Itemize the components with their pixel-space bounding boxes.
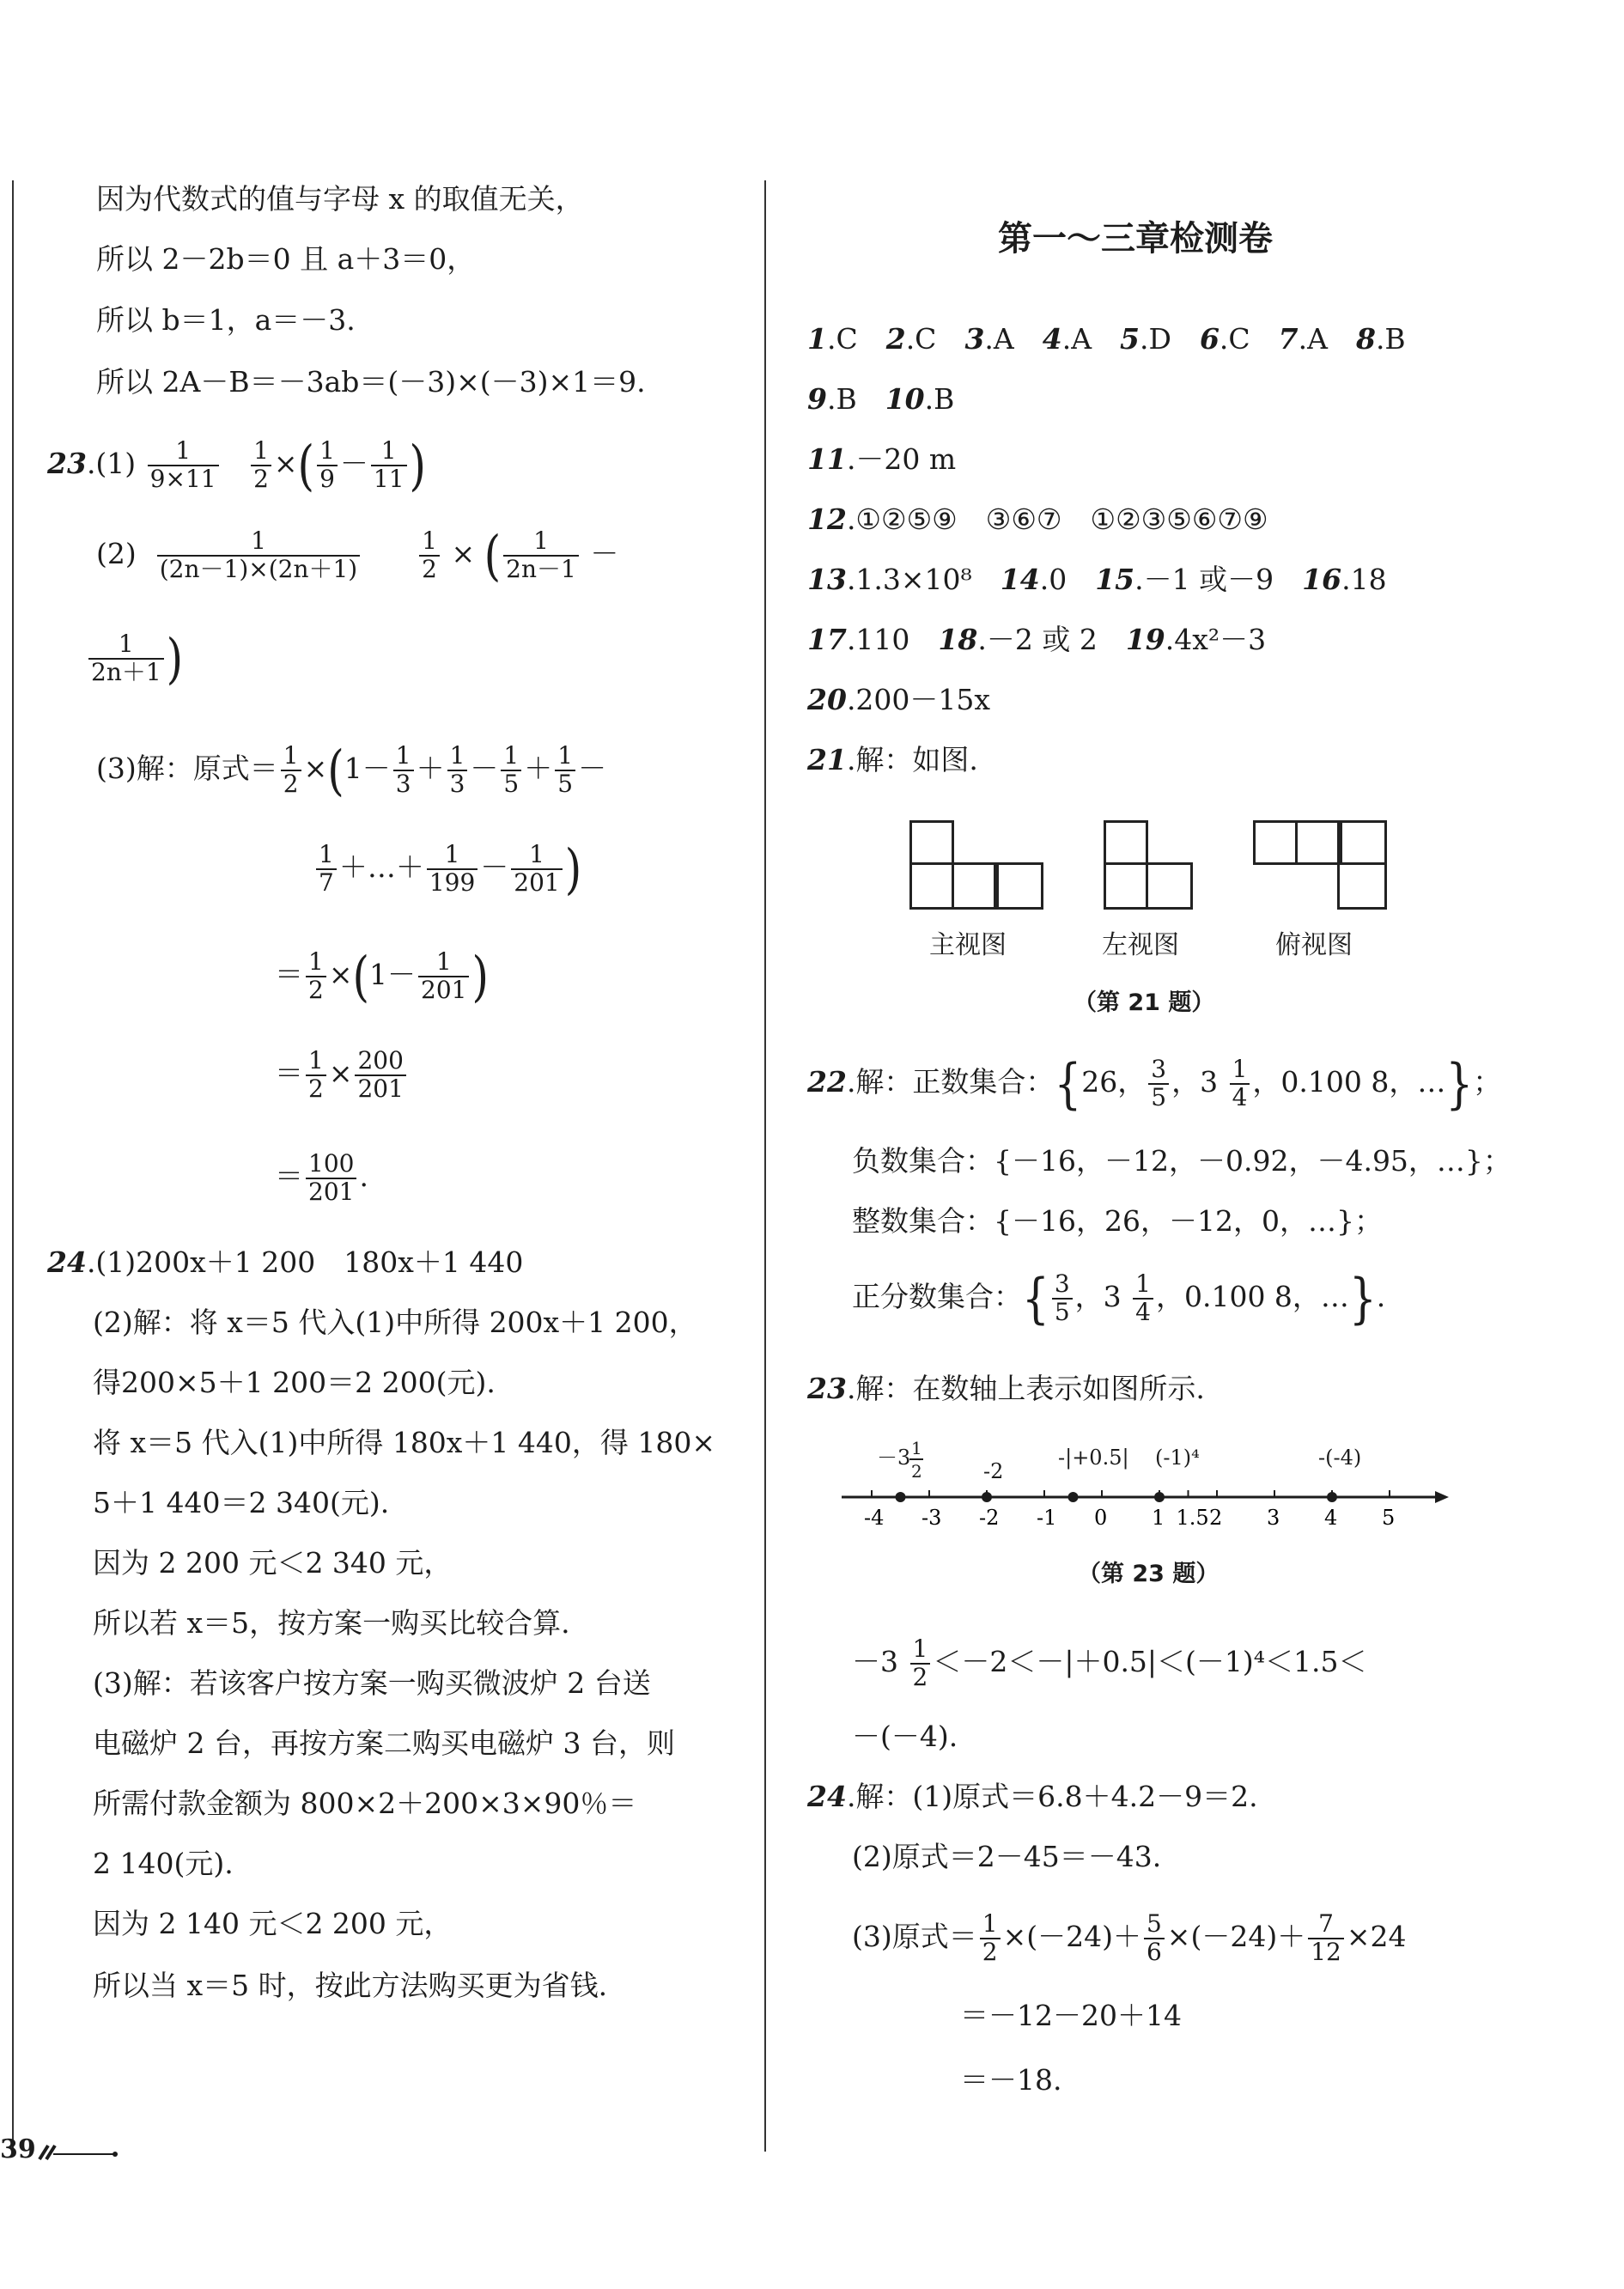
number-line-point <box>1327 1492 1337 1502</box>
fraction: $\frac{1}{2}$ <box>281 743 301 798</box>
tick-label: -2 <box>979 1506 1000 1530</box>
fraction: $\frac{200}{201}$ <box>355 1048 405 1103</box>
q23-part1: 23.(1) $\frac{1}{9\times 11}$ $\frac{1}{2}$ ×( $\frac{1}{9}$ － $\frac{1}{11}$ ) <box>47 434 427 497</box>
answer-number: 4 <box>1042 322 1062 356</box>
footer-ornament-icon <box>36 2140 122 2161</box>
fraction: $\frac{100}{201}$ <box>306 1151 356 1206</box>
q24-line5: 5＋1 440＝2 340(元). <box>93 1486 390 1519</box>
label-abs: -|+0.5| <box>1058 1446 1129 1470</box>
tick-label: 5 <box>1382 1506 1396 1530</box>
fraction: $\frac{1}{2}$ <box>251 438 271 493</box>
answer-number: 14 <box>1000 563 1040 596</box>
answer-text: .C <box>905 322 937 356</box>
q22-line1: 22.解：正数集合：{26， $\frac{3}{5}$ ，3 $\frac{1}{4}$ ，0.100 8，…}； <box>807 1052 1502 1116</box>
label-power: (-1)⁴ <box>1155 1446 1200 1470</box>
q24-line8: (3)解：若该客户按方案一购买微波炉 2 台送 <box>93 1666 651 1700</box>
q23r-line2: －3 $\frac{1}{2}$ ＜－2＜－|＋0.5|＜(－1)⁴＜1.5＜ <box>852 1635 1367 1691</box>
fraction: $\frac{1}{9}$ <box>317 438 338 493</box>
q24-line2: (2)解：将 x＝5 代入(1)中所得 200x＋1 200， <box>93 1306 697 1339</box>
answers-row-3 <box>807 442 957 476</box>
q24-line11: 2 140(元). <box>93 1847 234 1880</box>
number-line-point <box>982 1492 992 1502</box>
q24-line13: 所以当 x＝5 时，按此方法购买更为省钱. <box>93 1969 608 2002</box>
fraction: $\frac{5}{6}$ <box>1144 1911 1165 1966</box>
tick-label: 1.5 <box>1176 1506 1209 1530</box>
q24-line10: 所需付款金额为 800×2＋200×3×90％＝ <box>93 1787 637 1820</box>
svg-text:2: 2 <box>911 1461 922 1482</box>
answer-number: 13 <box>807 563 847 596</box>
answer-text: .A <box>1061 322 1092 356</box>
answer-number: 8 <box>1355 322 1376 356</box>
q24r-line3: (3)原式＝ $\frac{1}{2}$ ×(－24)＋ $\frac{5}{6}$ ×(－24)＋ $\frac{7}{12}$ ×24 <box>852 1909 1407 1966</box>
q24-line3: 得200×5＋1 200＝2 200(元). <box>93 1366 496 1399</box>
q24-line6: 因为 2 200 元＜2 340 元， <box>93 1546 453 1580</box>
answer-text: .200－15x <box>846 683 991 716</box>
answers-row-8 <box>807 743 978 776</box>
figure-21-caption: （第 21 题） <box>1074 989 1215 1016</box>
tick-label: 4 <box>1324 1506 1338 1530</box>
answer-text: .－20 m <box>846 442 957 476</box>
answer-number: 18 <box>938 623 978 656</box>
fraction: $\frac{1}{201}$ <box>418 949 469 1004</box>
q22-line2: 负数集合：{－16，－12，－0.92，－4.95，…}； <box>852 1144 1511 1178</box>
fraction: $\frac{3}{5}$ <box>1052 1271 1073 1326</box>
q23-part3-line2: $\frac{1}{7}$ ＋…＋ $\frac{1}{199}$ － $\frac{1}{201}$ ) <box>313 842 581 897</box>
question-number: 23 <box>807 1372 847 1405</box>
svg-text:1: 1 <box>911 1438 922 1458</box>
answers-row-2 <box>807 382 955 416</box>
fraction: $\frac{1}{7}$ <box>316 842 337 897</box>
number-line-point <box>896 1492 906 1502</box>
answer-number: 9 <box>807 382 827 416</box>
fraction: $\frac{1}{5}$ <box>501 743 521 798</box>
q22-line3: 整数集合：{－16，26，－12，0，…}； <box>852 1204 1383 1238</box>
answer-number: 6 <box>1199 322 1220 356</box>
fraction: $\frac{1}{11}$ <box>371 438 407 493</box>
answers-row-7 <box>807 685 990 714</box>
answer-text: .A <box>984 322 1014 356</box>
number-line-point <box>1068 1492 1079 1502</box>
answer-number: 1 <box>807 322 827 356</box>
q22-line4: 正分数集合：{ $\frac{3}{5}$ ，3 $\frac{1}{4}$ ，0.100 8，…}. <box>852 1267 1386 1330</box>
front-view <box>909 820 1043 910</box>
answers-row-5 <box>807 565 1387 594</box>
left-margin-rule <box>12 180 14 2152</box>
answers-row-6 <box>807 625 1266 654</box>
tick-label: 3 <box>1267 1506 1280 1530</box>
q24-line12: 因为 2 140 元＜2 200 元， <box>93 1907 453 1940</box>
q23-part2-cont: $\frac{1}{2n+1}$ ) <box>86 631 183 686</box>
answer-number: 15 <box>1095 563 1135 596</box>
left-view <box>1104 820 1193 910</box>
answer-number: 2 <box>885 322 906 356</box>
answer-text: .1.3×10⁸ <box>846 563 972 596</box>
q24r-line2: (2)原式＝2－45＝－43. <box>852 1840 1162 1873</box>
answer-text: .解：如图. <box>846 743 978 776</box>
q24-line1: 24.(1)200x＋1 200 180x＋1 440 <box>47 1245 524 1279</box>
answer-text: .110 <box>846 623 910 656</box>
fraction: $\frac{1}{2n+1}$ <box>88 631 164 686</box>
fraction: $\frac{1}{201}$ <box>511 842 562 897</box>
q24r-line5: ＝－18. <box>960 2063 1062 2097</box>
q23-part3-line4: ＝ $\frac{1}{2}$ × $\frac{200}{201}$ <box>275 1048 409 1103</box>
tick-label: 2 <box>1209 1506 1223 1530</box>
top-view <box>1253 820 1387 910</box>
answer-number: 12 <box>807 502 847 536</box>
answer-text: .－2 或 2 <box>977 623 1098 656</box>
answer-text: .18 <box>1341 563 1387 596</box>
answer-number: 3 <box>964 322 985 356</box>
answer-number: 19 <box>1125 623 1165 656</box>
left-line-1: 因为代数式的值与字母 x 的取值无关， <box>96 182 584 216</box>
left-line-2: 所以 2－2b＝0 且 a＋3＝0， <box>96 242 476 276</box>
fraction: $\frac{3}{5}$ <box>1148 1056 1169 1111</box>
answer-text: .4x²－3 <box>1165 623 1267 656</box>
answer-number: 16 <box>1302 563 1342 596</box>
answer-text: .C <box>826 322 858 356</box>
q24-line7: 所以若 x＝5，按方案一购买比较合算. <box>93 1606 570 1640</box>
q24r-line1: 24.解：(1)原式＝6.8＋4.2－9＝2. <box>807 1780 1258 1813</box>
fraction: $\frac{1}{3}$ <box>447 743 468 798</box>
answer-text: .A <box>1298 322 1328 356</box>
fraction: $\frac{1}{4}$ <box>1133 1271 1153 1326</box>
q24-line4: 将 x＝5 代入(1)中所得 180x＋1 440，得 180× <box>93 1426 716 1459</box>
fraction: $\frac{7}{12}$ <box>1308 1911 1344 1966</box>
fraction: $\frac{1}{3}$ <box>393 743 414 798</box>
q24-line9: 电磁炉 2 台，再按方案二购买电磁炉 3 台，则 <box>93 1726 675 1760</box>
number-line <box>837 1421 1456 1533</box>
answers-row-1 <box>807 322 1406 356</box>
question-number: 24 <box>47 1245 87 1279</box>
number-line-point <box>1154 1492 1165 1502</box>
tick-label: -4 <box>864 1506 885 1530</box>
fraction: $\frac{1}{9\times 11}$ <box>148 438 219 493</box>
fraction: $\frac{1}{2}$ <box>306 1048 326 1103</box>
q24r-line4: ＝－12－20＋14 <box>960 1999 1182 2032</box>
question-number: 24 <box>807 1780 847 1813</box>
answer-number: 21 <box>807 743 847 776</box>
answer-text: .D <box>1140 322 1171 356</box>
answer-number: 20 <box>807 683 847 716</box>
label-neg-3-half: －3 <box>877 1446 911 1470</box>
answer-number: 7 <box>1278 322 1299 356</box>
q23-part3: (3)解：原式＝ $\frac{1}{2}$ ×(1－ $\frac{1}{3}$ ＋ $\frac{1}{3}$ － $\frac{1}{5}$ ＋ $\frac{1}{5}$ － <box>96 739 607 802</box>
answer-number: 11 <box>807 442 847 476</box>
fraction: $\frac{1}{2}$ <box>910 1636 931 1691</box>
answer-text: .B <box>826 382 857 416</box>
fraction: $\frac{1}{5}$ <box>555 743 575 798</box>
answer-number: 10 <box>885 382 925 416</box>
top-view-caption: 俯视图 <box>1275 930 1353 960</box>
column-divider <box>764 180 766 2152</box>
left-view-caption: 左视图 <box>1102 930 1179 960</box>
answer-number: 5 <box>1120 322 1140 356</box>
tick-label: 0 <box>1094 1506 1108 1530</box>
q23-part3-line3: ＝ $\frac{1}{2}$ ×(1－ $\frac{1}{201}$ ) <box>275 945 489 1008</box>
fraction: $\frac{1}{2}$ <box>980 1911 1001 1966</box>
fraction: $\frac{1}{199}$ <box>427 842 477 897</box>
answers-row-4 <box>807 502 1268 536</box>
answer-text: .B <box>924 382 955 416</box>
answer-number: 17 <box>807 623 847 656</box>
answer-text: .0 <box>1039 563 1067 596</box>
tick-label: -1 <box>1037 1506 1057 1530</box>
answer-text: .B <box>1375 322 1406 356</box>
answer-text: .C <box>1219 322 1250 356</box>
answer-text: .－1 或－9 <box>1134 563 1274 596</box>
tick-label: 1 <box>1152 1506 1165 1530</box>
label-neg-2: -2 <box>983 1459 1004 1483</box>
q23r-line3: －(－4). <box>852 1720 958 1753</box>
left-line-4: 所以 2A－B＝－3ab＝(－3)×(－3)×1＝9. <box>96 365 646 399</box>
fraction: $\frac{1}{2}$ <box>306 949 326 1004</box>
q23r-line1: 23.解：在数轴上表示如图所示. <box>807 1372 1205 1405</box>
question-number: 22 <box>807 1064 847 1099</box>
tick-label: -3 <box>921 1506 942 1530</box>
front-view-caption: 主视图 <box>929 930 1007 960</box>
fraction: $\frac{1}{(2n-1)\times(2n+1)}$ <box>157 528 360 583</box>
left-line-3: 所以 b＝1，a＝－3. <box>96 303 356 337</box>
q23-part3-line5: ＝ $\frac{100}{201}$ . <box>275 1149 368 1206</box>
fraction: $\frac{1}{4}$ <box>1230 1056 1250 1111</box>
q23-part2: (2) $\frac{1}{(2n-1)\times(2n+1)}$ $\frac{1}{2}$ × ( $\frac{1}{2n-1}$ － <box>96 524 619 587</box>
page-number: 39 <box>0 2134 36 2164</box>
section-title: 第一～三章检测卷 <box>998 219 1273 259</box>
question-number: 23 <box>47 446 87 480</box>
fraction: $\frac{1}{2}$ <box>419 528 440 583</box>
fraction: $\frac{1}{2n-1}$ <box>503 528 579 583</box>
figure-23-caption: （第 23 题） <box>1078 1561 1220 1587</box>
label-neg-neg-4: -(-4) <box>1318 1446 1362 1470</box>
answer-text: .①②⑤⑨ ③⑥⑦ ①②③⑤⑥⑦⑨ <box>846 502 1268 536</box>
